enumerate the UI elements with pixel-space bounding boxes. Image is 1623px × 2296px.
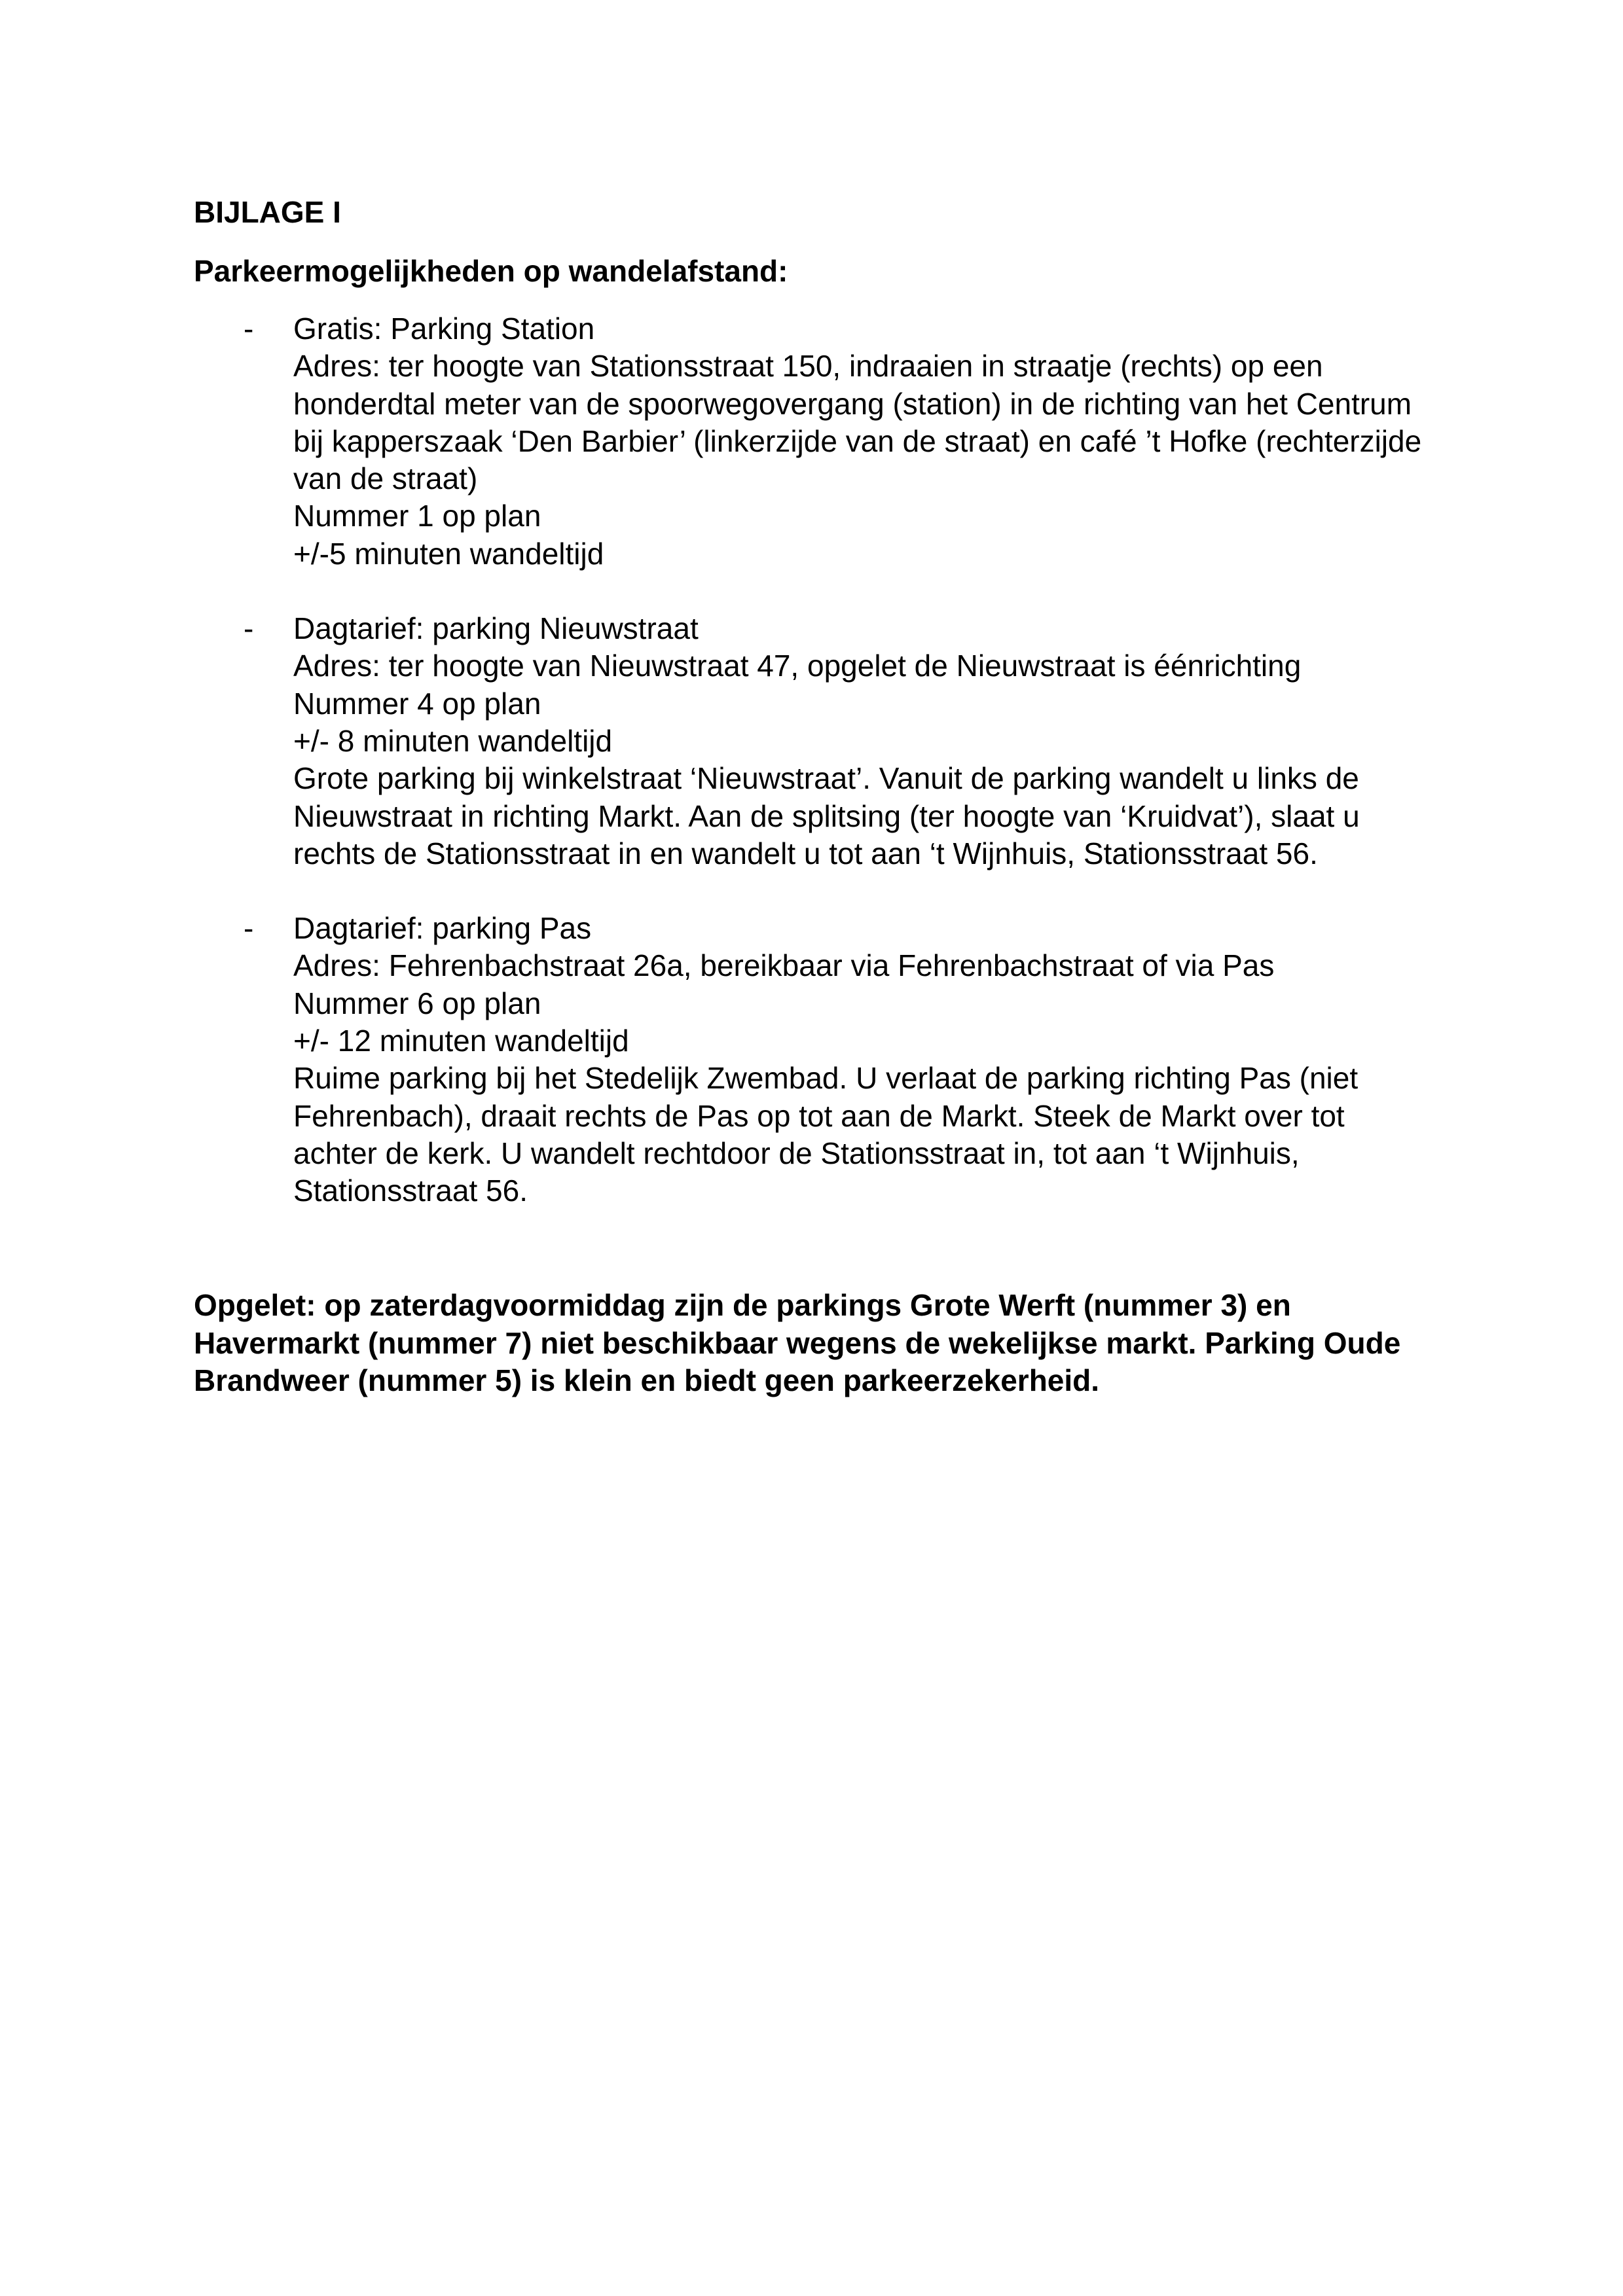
item-text-line: Nieuwstraat in richting Markt. Aan de splitsing (ter hoogte van ‘Kruidvat’), slaat u <box>293 798 1360 833</box>
item-text-line: +/-5 minuten wandeltijd <box>293 536 604 571</box>
parking-item-pas <box>194 910 1438 1210</box>
item-heading: Dagtarief: parking Nieuwstraat <box>293 611 699 646</box>
item-text-line: bij kapperszaak ‘Den Barbier’ (linkerzijde van de straat) en café ’t Hofke (rechterzijde <box>293 423 1422 458</box>
item-text-line: Grote parking bij winkelstraat ‘Nieuwstraat’. Vanuit de parking wandelt u links de <box>293 761 1359 796</box>
note-line: Opgelet: op zaterdagvoormiddag zijn de parkings Grote Werft (nummer 3) en <box>194 1288 1291 1322</box>
item-heading: Gratis: Parking Station <box>293 312 595 346</box>
bullet-dash: - <box>244 312 254 346</box>
item-text-line: Nummer 6 op plan <box>293 986 541 1020</box>
item-text-line: Nummer 1 op plan <box>293 499 541 533</box>
item-text-line: Ruime parking bij het Stedelijk Zwembad. U verlaat de parking richting Pas (niet <box>293 1061 1359 1096</box>
item-text-line: achter de kerk. U wandelt rechtdoor de Stationsstraat in, tot aan ‘t Wijnhuis, <box>293 1136 1300 1170</box>
document-subtitle: Parkeermogelijkheden op wandelafstand: <box>194 254 788 288</box>
parking-item-nieuwstraat <box>194 610 1438 872</box>
item-text-line: Nummer 4 op plan <box>293 686 541 721</box>
document-title: BIJLAGE I <box>194 195 341 229</box>
item-text-line: Fehrenbach), draait rechts de Pas op tot aan de Markt. Steek de Markt over tot <box>293 1098 1345 1133</box>
item-text-line: Stationsstraat 56. <box>293 1174 528 1208</box>
item-text-line: Adres: ter hoogte van Nieuwstraat 47, opgelet de Nieuwstraat is éénrichting <box>293 649 1302 683</box>
item-text-line: honderdtal meter van de spoorwegovergang (station) in de richting van het Centrum <box>293 386 1412 421</box>
item-text-line: van de straat) <box>293 461 478 496</box>
warning-note <box>194 1287 1470 1400</box>
item-text-line: Adres: Fehrenbachstraat 26a, bereikbaar via Fehrenbachstraat of via Pas <box>293 948 1275 983</box>
item-heading: Dagtarief: parking Pas <box>293 911 592 946</box>
note-line: Brandweer (nummer 5) is klein en biedt geen parkeerzekerheid. <box>194 1363 1100 1397</box>
parking-item-station <box>194 310 1438 573</box>
bullet-dash: - <box>244 911 254 946</box>
note-line: Havermarkt (nummer 7) niet beschikbaar wegens de wekelijkse markt. Parking Oude <box>194 1325 1401 1360</box>
item-text-line: rechts de Stationsstraat in en wandelt u tot aan ‘t Wijnhuis, Stationsstraat 56. <box>293 836 1318 870</box>
bullet-dash: - <box>244 611 254 646</box>
item-text-line: +/- 8 minuten wandeltijd <box>293 723 613 758</box>
item-text-line: Adres: ter hoogte van Stationsstraat 150, indraaien in straatje (rechts) op een <box>293 349 1323 384</box>
item-text-line: +/- 12 minuten wandeltijd <box>293 1024 629 1058</box>
parking-list <box>194 310 1438 1247</box>
